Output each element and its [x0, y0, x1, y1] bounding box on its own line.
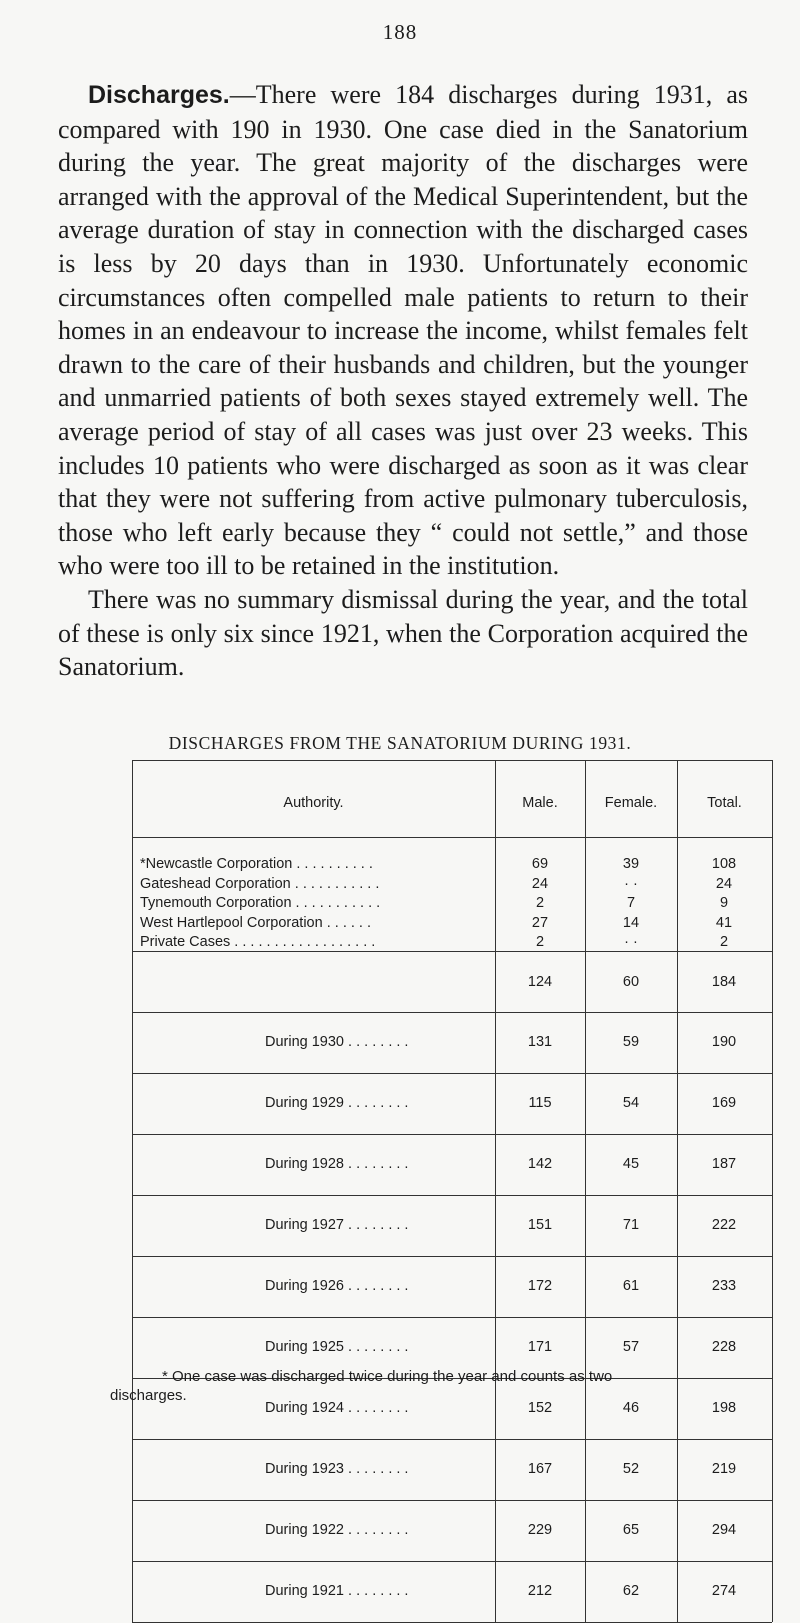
authority-male: 69: [531, 856, 549, 872]
year-rule: [132, 1500, 772, 1501]
year-total: 187: [711, 1156, 737, 1172]
authority-female: 39: [622, 856, 640, 872]
year-label: During 1922 . . . . . . . .: [265, 1522, 409, 1538]
discharges-paragraph-text: —There were 184 discharges during 1931, as compared with 190 in 1930. One case died in the Sanatorium during the year. The great majority of the discharges were arranged with the approval of the Medical Superintendent, but the average duration of stay in connection with the discharged cases is less by 20 days than in 1930. Unfortunately economic circumstances often compelled male patients to return to their homes in an endeavour to increase the income, whilst females felt drawn to the care of their husbands and children, but the younger and unmarried patients of both sexes stayed extremely well. The average period of stay of all cases was just over 23 weeks. This includes 10 patients who were discharged as soon as it was clear that they were not suffering from active pulmonary tuberculosis, those who left early because they “ could not settle,” and those who were too ill to be retained in the institution.: [58, 80, 748, 581]
authority-total: 24: [715, 875, 733, 892]
year-female: 59: [622, 1034, 640, 1050]
table-left-border: [132, 760, 133, 1622]
year-total: 198: [711, 1400, 737, 1416]
year-male: 142: [527, 1156, 553, 1172]
year-total: 169: [711, 1095, 737, 1111]
year-female: 45: [622, 1156, 640, 1172]
totals-female: 60: [622, 974, 640, 990]
year-female: 62: [622, 1583, 640, 1599]
authority-total: 108: [711, 856, 737, 872]
year-male: 229: [527, 1522, 553, 1538]
year-label: During 1926 . . . . . . . .: [265, 1278, 409, 1294]
year-rule: [132, 1439, 772, 1440]
header-rule: [132, 837, 772, 838]
table-top-border: [132, 760, 772, 761]
year-label: During 1924 . . . . . . . .: [265, 1400, 409, 1416]
authority-male: 24: [531, 875, 549, 892]
year-total: 222: [711, 1217, 737, 1233]
header-female: Female.: [604, 795, 658, 811]
year-label: During 1930 . . . . . . . .: [265, 1034, 409, 1050]
authority-male: 2: [535, 934, 545, 950]
year-female: 71: [622, 1217, 640, 1233]
year-male: 115: [528, 1095, 552, 1111]
authority-male: 27: [531, 914, 549, 931]
year-rule: [132, 1073, 772, 1074]
table-right-border: [772, 760, 773, 1622]
authority-name: *Newcastle Corporation . . . . . . . . . .: [140, 856, 373, 872]
footnote-line-2: discharges.: [110, 1387, 187, 1404]
year-male: 131: [527, 1034, 553, 1050]
authority-female: · ·: [624, 875, 638, 892]
year-total: 274: [711, 1583, 737, 1599]
year-male: 152: [527, 1400, 553, 1416]
totals-rule: [132, 1012, 772, 1013]
totals-total: 184: [711, 974, 737, 990]
body-text: [58, 78, 748, 684]
year-total: 228: [711, 1339, 737, 1355]
year-total: 294: [711, 1522, 737, 1538]
dismissal-paragraph: There was no summary dismissal during the year, and the total of these is only six since 1921, when the Corporation acquired the Sanatorium.: [58, 584, 748, 682]
year-rule: [132, 1134, 772, 1135]
authority-name: West Hartlepool Corporation . . . . . .: [140, 914, 372, 931]
discharges-heading: Discharges.: [88, 81, 230, 109]
year-female: 54: [622, 1095, 640, 1111]
authority-total: 9: [719, 895, 729, 911]
year-female: 52: [622, 1461, 640, 1477]
header-total: Total.: [707, 795, 742, 811]
year-female: 61: [622, 1278, 640, 1294]
authority-female: 7: [626, 895, 636, 911]
authority-female: 14: [622, 914, 640, 931]
page-number: 188: [382, 20, 418, 44]
year-male: 167: [527, 1461, 553, 1477]
authority-name: Private Cases . . . . . . . . . . . . . . . . . .: [140, 934, 376, 950]
male-column-rule: [495, 760, 496, 1622]
total-column-rule: [677, 760, 678, 1622]
year-female: 57: [622, 1339, 640, 1355]
year-female: 65: [622, 1522, 640, 1538]
table-title: DISCHARGES FROM THE SANATORIUM DURING 1931.: [168, 733, 632, 753]
year-label: During 1923 . . . . . . . .: [265, 1461, 409, 1477]
year-label: During 1921 . . . . . . . .: [265, 1583, 409, 1599]
header-authority: Authority.: [283, 795, 344, 811]
authority-female: · ·: [624, 934, 638, 950]
female-column-rule: [585, 760, 586, 1622]
year-female: 46: [622, 1400, 640, 1416]
authority-total: 41: [715, 914, 733, 931]
year-male: 212: [527, 1583, 553, 1599]
year-total: 219: [711, 1461, 737, 1477]
totals-male: 124: [527, 974, 553, 990]
authority-name: Gateshead Corporation . . . . . . . . . . .: [140, 875, 380, 892]
footnote-line-1: * One case was discharged twice during the year and counts as two: [162, 1368, 613, 1385]
year-rule: [132, 1317, 772, 1318]
year-male: 171: [527, 1339, 553, 1355]
authority-male: 2: [535, 895, 545, 911]
authority-name: Tynemouth Corporation . . . . . . . . . . .: [140, 895, 381, 911]
discharges-paragraph: [58, 78, 748, 583]
year-label: During 1929 . . . . . . . .: [265, 1095, 409, 1111]
footnote: [110, 1367, 750, 1405]
authority-block-rule: [132, 951, 772, 952]
year-rule: [132, 1256, 772, 1257]
header-male: Male.: [522, 795, 558, 811]
year-male: 172: [527, 1278, 553, 1294]
authority-total: 2: [719, 934, 729, 950]
year-total: 233: [711, 1278, 737, 1294]
year-label: During 1928 . . . . . . . .: [265, 1156, 409, 1172]
year-rule: [132, 1561, 772, 1562]
year-male: 151: [527, 1217, 553, 1233]
year-label: During 1925 . . . . . . . .: [265, 1339, 409, 1355]
year-rule: [132, 1195, 772, 1196]
year-total: 190: [711, 1034, 737, 1050]
year-label: During 1927 . . . . . . . .: [265, 1217, 409, 1233]
